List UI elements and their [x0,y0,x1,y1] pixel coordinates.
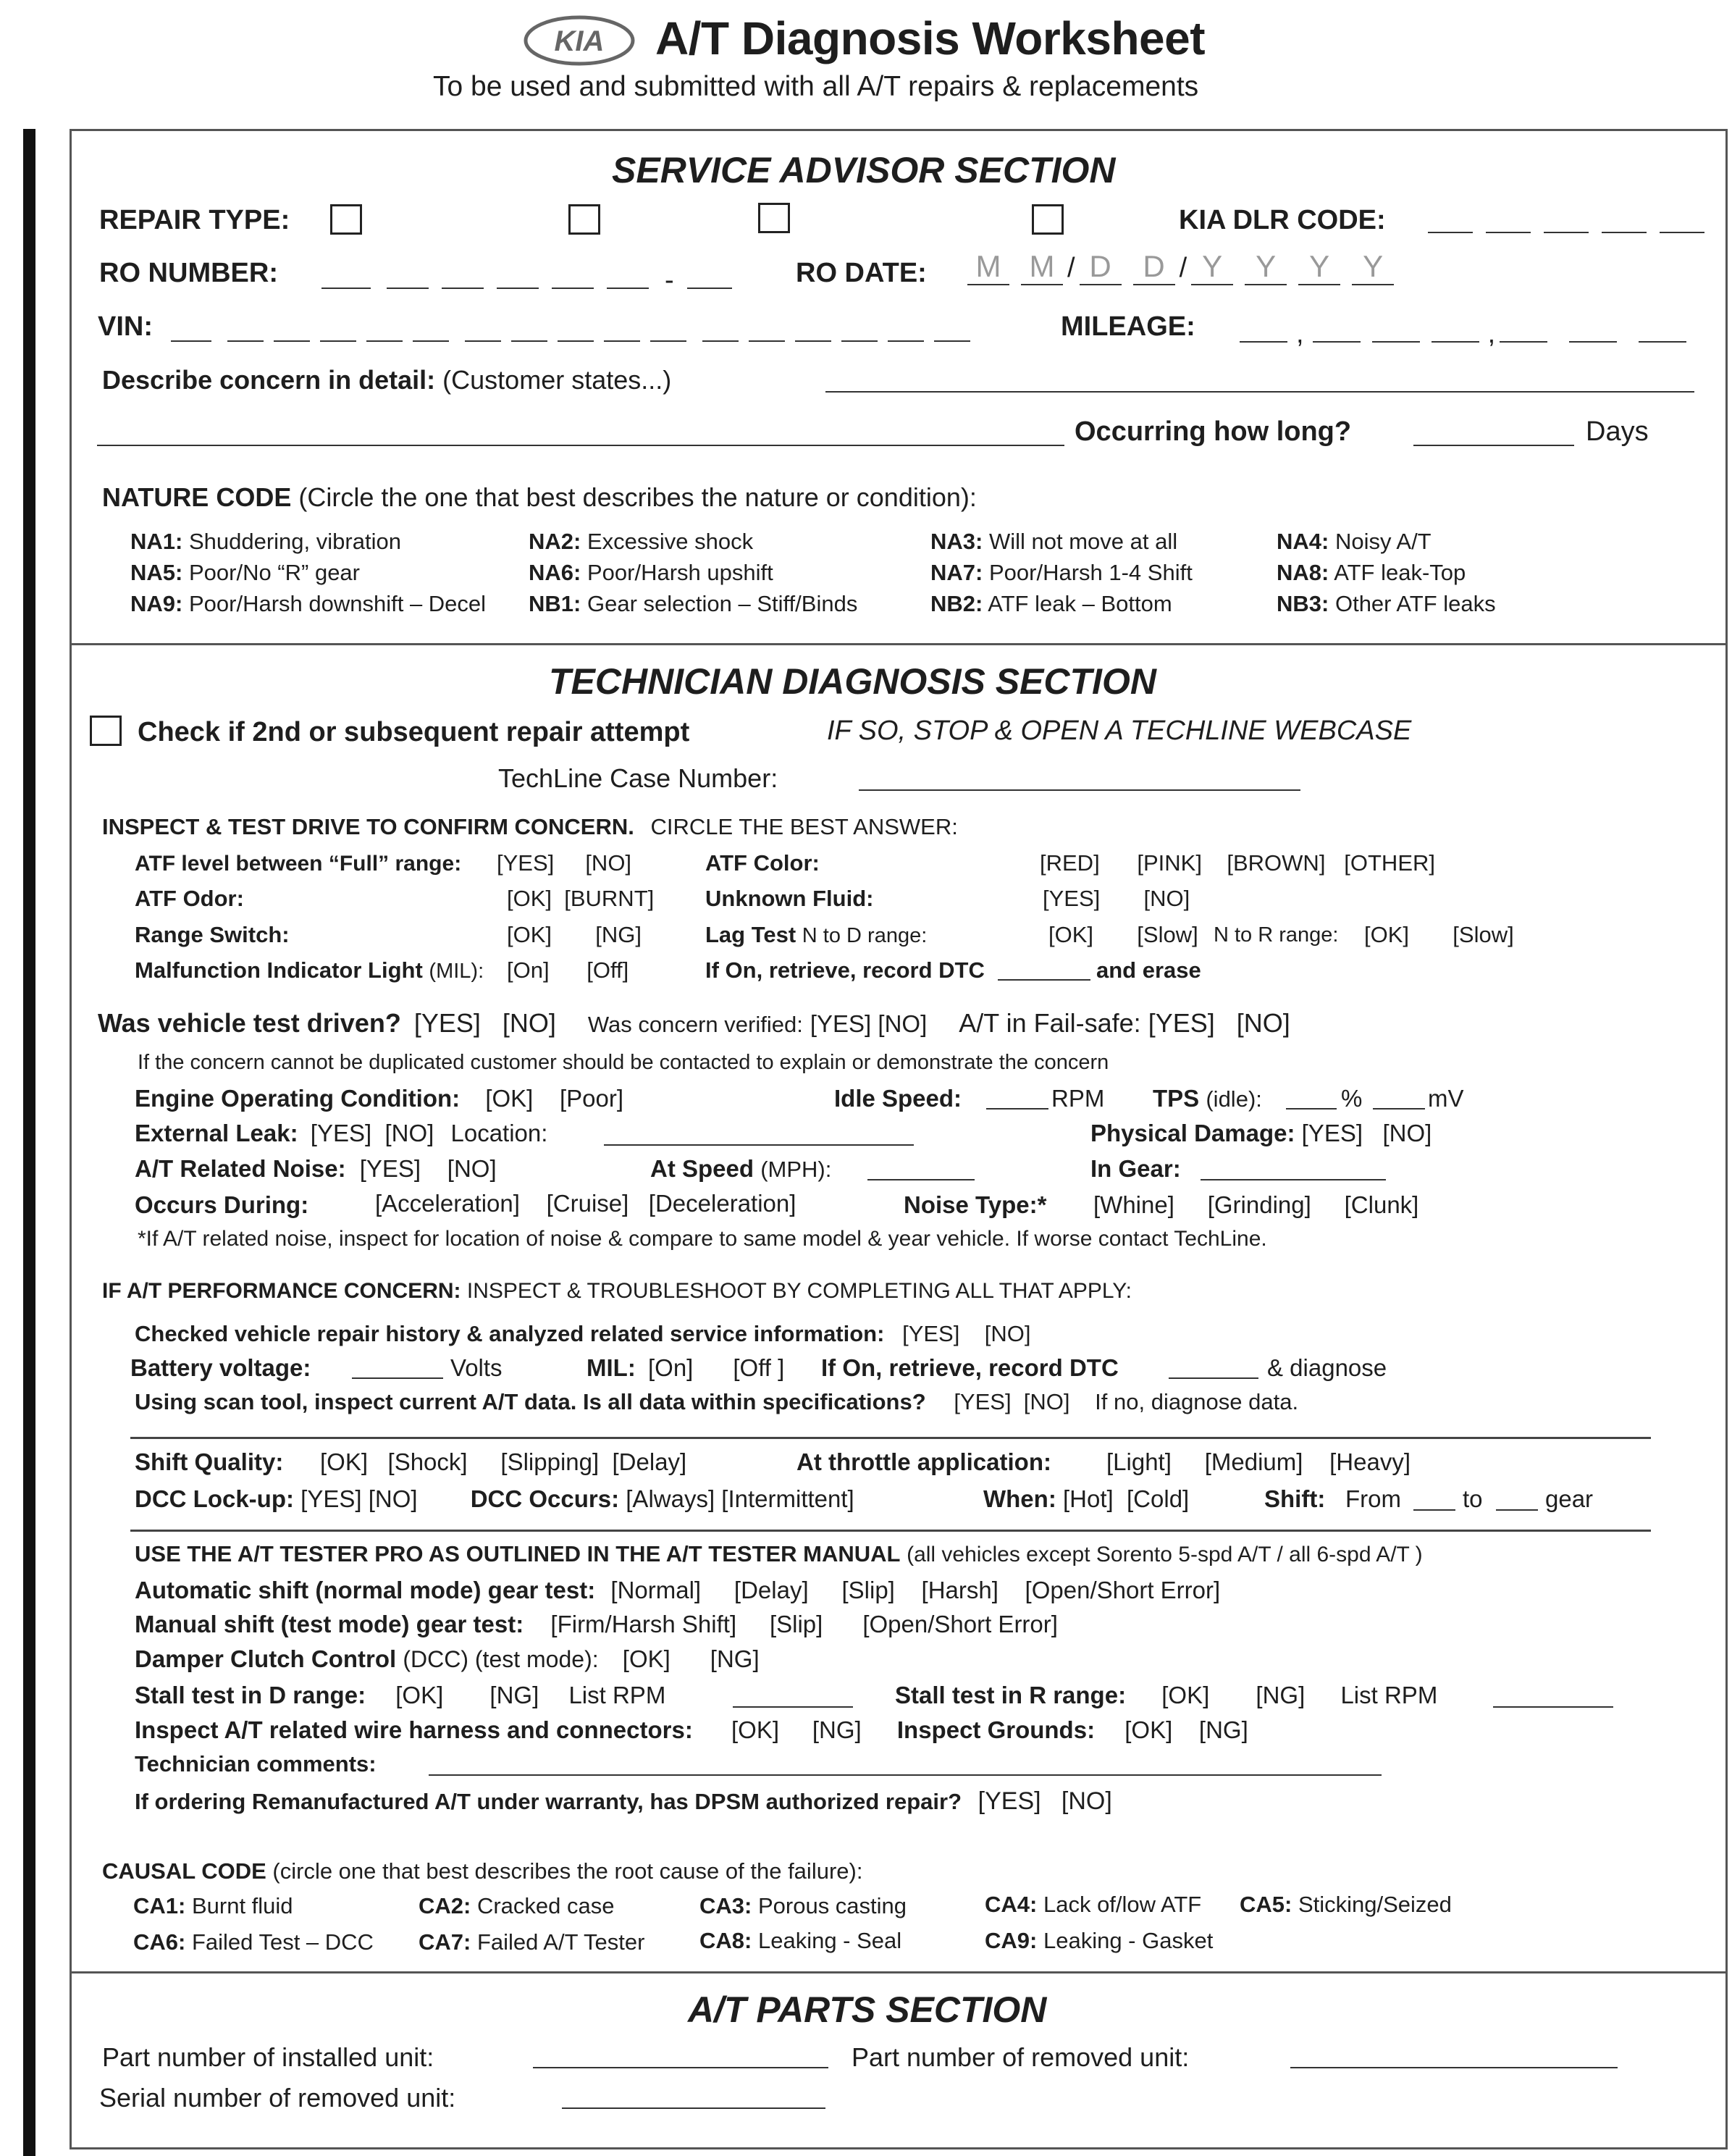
noise-note: *If A/T related noise, inspect for location of noise & compare to same model & year vehicle. If worse contact TechLine. [138,1227,1267,1251]
at-speed-label: At Speed [650,1155,754,1182]
ro-date-field[interactable] [967,249,1394,285]
manual-shift-options[interactable]: [Firm/Harsh Shift] [Slip] [Open/Short Error] [550,1611,1058,1637]
repair-type-checkbox-4[interactable] [1032,204,1064,235]
stall-r-row [895,1682,1437,1709]
stall-d-rpm-field[interactable] [733,1685,853,1711]
reman-options[interactable]: [YES] [NO] [978,1787,1112,1815]
manual-shift-label: Manual shift (test mode) gear test: [135,1611,524,1637]
tps-row [1153,1085,1262,1112]
repair-type-checkbox-1[interactable] [330,204,362,235]
repeat-repair-note: IF SO, STOP & OPEN A TECHLINE WEBCASE [827,716,1412,746]
ro-date-label: RO DATE: [796,258,927,288]
history-label: Checked vehicle repair history & analyzed related service information: [135,1321,885,1346]
causal-code-ca4[interactable]: CA4: Lack of/low ATF [985,1892,1202,1917]
scan-options[interactable]: [YES] [NO] [954,1389,1070,1414]
noise-type-options[interactable]: [Whine] [Grinding] [Clunk] [1093,1191,1419,1218]
dtc-field[interactable] [998,957,1090,984]
describe-concern-line-2[interactable] [97,423,1064,450]
harness-options[interactable]: [OK] [NG] [731,1716,862,1743]
nature-code-hint: (Circle the one that best describes the nature or condition): [298,482,977,512]
comments-field[interactable] [429,1753,1382,1779]
tester-hint: (all vehicles except Sorento 5-spd A/T / all 6-spd A/T ) [907,1543,1423,1566]
date-ph-d2: D [1133,249,1175,285]
reman-row [135,1787,1112,1816]
date-ph-y1: Y [1191,249,1233,285]
idle-speed-label: Idle Speed: [834,1085,962,1112]
atf-color-label: ATF Color: [705,850,820,876]
nature-code-na5[interactable]: NA5: Poor/No “R” gear [130,560,360,585]
dcc-occurs-label: DCC Occurs: [470,1485,620,1512]
stall-d-rpm-label: List RPM [568,1682,666,1708]
comments-label: Technician comments: [135,1751,377,1777]
dtc2-label: If On, retrieve, record DTC [821,1354,1119,1381]
atf-color-options[interactable]: [RED] [PINK] [BROWN] [OTHER] [1040,850,1435,876]
physical-damage-options[interactable]: [YES] [NO] [1301,1120,1432,1146]
verified-options[interactable]: [YES] [NO] [810,1010,928,1037]
tester-heading-row [135,1541,1423,1567]
mil-abbr: (MIL): [429,960,484,983]
nature-code-label: NATURE CODE [102,482,292,512]
causal-code-label: CAUSAL CODE [102,1858,266,1884]
dcc-row [135,1485,854,1513]
occurs-during-options[interactable]: [Acceleration] [Cruise] [Deceleration] [375,1190,796,1217]
dtc2-suffix: & diagnose [1267,1354,1387,1381]
performance-heading-row [102,1279,1132,1304]
mil-row [135,957,484,983]
kia-logo [523,14,636,67]
lag-test-nr-options[interactable]: [OK] [Slow] [1364,922,1514,947]
manual-shift-row [135,1611,1058,1638]
mil-options[interactable]: [On] [Off] [507,957,629,983]
mil2-row [587,1354,784,1382]
idle-speed-field[interactable] [986,1086,1048,1113]
scan-row [135,1389,1298,1415]
noise-row [135,1155,497,1183]
auto-shift-options[interactable]: [Normal] [Delay] [Slip] [Harsh] [Open/Short Error] [610,1577,1221,1603]
tps-mv-unit: mV [1428,1085,1464,1112]
date-ph-d1: D [1080,249,1122,285]
shift-to-label: to [1463,1485,1483,1512]
lag-test-label: Lag Test [705,922,796,947]
grounds-label: Inspect Grounds: [896,1716,1096,1743]
describe-concern-label: Describe concern in detail: [102,365,436,395]
causal-code-ca2[interactable]: CA2: Cracked case [419,1893,615,1918]
date-ph-y4: Y [1352,249,1394,285]
when-row [983,1485,1189,1513]
installed-part-label: Part number of installed unit: [102,2042,434,2072]
atf-odor-label: ATF Odor: [135,886,244,911]
causal-code-ca7[interactable]: CA7: Failed A/T Tester [419,1929,645,1955]
serial-number-field[interactable] [562,2086,825,2113]
mil-label: Malfunction Indicator Light [135,957,423,983]
technician-section-title: TECHNICIAN DIAGNOSIS SECTION [549,661,1156,702]
nature-code-na8[interactable]: NA8: ATF leak-Top [1277,560,1466,585]
physical-damage-label: Physical Damage: [1090,1120,1295,1146]
date-sep-2: / [1179,253,1187,283]
causal-code-hint: (circle one that best describes the root cause of the failure): [272,1858,863,1884]
date-ph-m1: M [967,249,1009,285]
divider-technician [70,643,1728,645]
describe-concern-hint: (Customer states...) [442,365,672,395]
harness-label: Inspect A/T related wire harness and connectors: [135,1716,693,1743]
atf-level-options[interactable]: [YES] [NO] [497,850,632,876]
inspect-heading: INSPECT & TEST DRIVE TO CONFIRM CONCERN. [102,814,634,839]
battery-voltage-field[interactable] [352,1356,443,1383]
stall-r-rpm-label: List RPM [1340,1682,1438,1708]
unknown-fluid-label: Unknown Fluid: [705,886,874,911]
stall-d-row [135,1682,665,1709]
shift-quality-options[interactable]: [OK] [Shock] [Slipping] [Delay] [320,1448,687,1475]
mileage-field[interactable]: , , [1240,319,1686,350]
atf-level-label: ATF level between “Full” range: [135,852,462,876]
ro-number-field[interactable]: - [321,265,732,296]
dtc-label: If On, retrieve, record DTC [705,957,985,983]
inspect-hint: CIRCLE THE BEST ANSWER: [650,814,958,839]
divider-shift-quality [130,1437,1651,1439]
describe-concern-line-1[interactable] [825,369,1694,396]
nature-code-row [102,482,977,513]
engine-options[interactable]: [OK] [Poor] [485,1085,624,1112]
unknown-fluid-options[interactable]: [YES] [NO] [1043,886,1190,911]
stall-r-label: Stall test in R range: [895,1682,1127,1708]
page-title: A/T Diagnosis Worksheet [655,12,1206,64]
causal-code-ca5[interactable]: CA5: Sticking/Seized [1240,1892,1452,1917]
stall-d-options[interactable]: [OK] [NG] [395,1682,539,1708]
battery-voltage-unit: Volts [450,1354,503,1381]
location-field[interactable] [604,1123,914,1149]
lag-test-row [705,922,927,948]
when-label: When: [983,1485,1056,1512]
nature-code-nb2[interactable]: NB2: ATF leak – Bottom [930,591,1172,616]
kia-logo-text: KIA [554,25,605,57]
tester-heading: USE THE A/T TESTER PRO AS OUTLINED IN THE A/T TESTER MANUAL [135,1541,901,1566]
at-speed-hint: (MPH): [760,1157,832,1182]
days-label: Days [1586,416,1649,447]
repair-type-checkbox-2[interactable] [568,204,600,235]
engine-label: Engine Operating Condition: [135,1085,461,1112]
engine-row [135,1085,623,1112]
parts-section-title: A/T PARTS SECTION [688,1989,1047,2030]
external-leak-label: External Leak: [135,1120,298,1146]
techline-case-label: TechLine Case Number: [498,763,778,793]
test-driven-options[interactable]: [YES] [NO] [413,1008,556,1038]
nature-code-na6[interactable]: NA6: Poor/Harsh upshift [529,560,773,585]
nature-code-na1[interactable]: NA1: Shuddering, vibration [130,529,401,554]
causal-code-ca6[interactable]: CA6: Failed Test – DCC [133,1929,374,1955]
battery-voltage-label: Battery voltage: [130,1354,311,1381]
mil2-options[interactable]: [On] [Off ] [647,1354,785,1381]
performance-heading: IF A/T PERFORMANCE CONCERN: [102,1279,461,1303]
at-speed-field[interactable] [867,1157,975,1184]
serial-number-label: Serial number of removed unit: [99,2083,456,2113]
scan-note: If no, diagnose data. [1095,1389,1299,1414]
external-leak-options[interactable]: [YES] [NO] [310,1120,434,1146]
vin-label: VIN: [98,311,153,342]
mileage-label: MILEAGE: [1061,311,1195,342]
tps-pct-unit: % [1341,1085,1363,1112]
at-speed-row [650,1155,831,1183]
lag-test-nd-label: N to D range: [802,924,928,947]
occurs-during-label: Occurs During: [135,1191,309,1218]
shift-to-field[interactable] [1496,1488,1538,1514]
shift-gear-label: gear [1545,1485,1594,1512]
causal-code-row [102,1858,862,1884]
physical-damage-row [1090,1120,1432,1147]
nature-code-nb3[interactable]: NB3: Other ATF leaks [1277,591,1496,616]
stall-d-label: Stall test in D range: [135,1682,366,1708]
test-driven-label: Was vehicle test driven? [98,1008,401,1038]
auto-shift-row [135,1577,1220,1604]
left-margin-bar [23,129,35,2156]
nature-code-na7[interactable]: NA7: Poor/Harsh 1-4 Shift [930,560,1193,585]
divider-parts [70,1971,1728,1973]
date-ph-y2: Y [1245,249,1287,285]
nature-code-na4[interactable]: NA4: Noisy A/T [1277,529,1432,554]
history-options[interactable]: [YES] [NO] [902,1321,1031,1346]
test-driven-row [98,1008,1290,1039]
describe-concern-row [102,365,671,395]
dealer-code-field[interactable] [1428,210,1704,237]
installed-part-field[interactable] [533,2045,828,2072]
nature-code-na2[interactable]: NA2: Excessive shock [529,529,754,554]
occurring-label: Occurring how long? [1075,416,1352,447]
grounds-options[interactable]: [OK] [NG] [1124,1716,1248,1743]
stall-r-rpm-field[interactable] [1493,1685,1613,1711]
throttle-label: At throttle application: [796,1448,1051,1475]
causal-code-ca3[interactable]: CA3: Porous casting [699,1893,907,1918]
dtc2-field[interactable] [1169,1356,1258,1383]
harness-row [135,1716,1248,1744]
throttle-options[interactable]: [Light] [Medium] [Heavy] [1106,1448,1411,1475]
causal-code-ca9[interactable]: CA9: Leaking - Gasket [985,1928,1214,1953]
range-switch-options[interactable]: [OK] [NG] [507,922,642,947]
nature-code-na3[interactable]: NA3: Will not move at all [930,529,1178,554]
noise-options[interactable]: [YES] [NO] [359,1155,497,1182]
repair-type-checkbox-3[interactable] [758,203,790,233]
damper-options[interactable]: [OK] [NG] [622,1645,760,1672]
stall-r-options[interactable]: [OK] [NG] [1161,1682,1306,1708]
duplicate-note: If the concern cannot be duplicated customer should be contacted to explain or demonstrate the concern [138,1051,1109,1074]
tps-hint: (idle): [1206,1086,1262,1112]
date-sep-1: / [1067,253,1075,283]
damper-row [135,1645,760,1673]
dtc-suffix: and erase [1096,957,1201,983]
date-ph-m2: M [1021,249,1063,285]
lag-test-nd-options[interactable]: [OK] [Slow] [1048,922,1198,947]
history-row [135,1321,1031,1347]
vin-field[interactable] [171,319,970,345]
failsafe-options[interactable]: [YES] [NO] [1148,1008,1290,1038]
causal-code-ca1[interactable]: CA1: Burnt fluid [133,1893,293,1918]
location-label: Location: [450,1120,548,1146]
divider-tester [130,1530,1651,1532]
scan-label: Using scan tool, inspect current A/T data. Is all data within specifications? [135,1389,926,1414]
auto-shift-label: Automatic shift (normal mode) gear test: [135,1577,596,1603]
tps-mv-field[interactable] [1373,1086,1425,1113]
shift-from-label: From [1345,1485,1401,1512]
causal-code-ca8[interactable]: CA8: Leaking - Seal [699,1928,902,1953]
performance-hint: INSPECT & TROUBLESHOOT BY COMPLETING ALL THAT APPLY: [466,1279,1132,1303]
date-ph-y3: Y [1298,249,1340,285]
shift-quality-label: Shift Quality: [135,1448,284,1475]
inspect-heading-row [102,814,958,840]
atf-odor-options[interactable]: [OK] [BURNT] [507,886,655,911]
damper-label: Damper Clutch Control [135,1645,397,1672]
noise-type-label: Noise Type:* [904,1191,1047,1218]
repair-type-label: REPAIR TYPE: [99,205,290,235]
dcc-occurs-options[interactable]: [Always] [Intermittent] [626,1485,854,1512]
lag-test-nr-label: N to R range: [1214,923,1339,947]
in-gear-label: In Gear: [1090,1155,1181,1182]
dcc-lockup-label: DCC Lock-up: [135,1485,294,1512]
range-switch-label: Range Switch: [135,922,290,947]
damper-hint: (DCC) (test mode): [403,1646,599,1672]
when-options[interactable]: [Hot] [Cold] [1062,1485,1190,1512]
removed-part-field[interactable] [1290,2045,1618,2072]
shift-from-field[interactable] [1413,1488,1455,1514]
page-subtitle: To be used and submitted with all A/T repairs & replacements [433,71,1199,102]
dealer-code-label: KIA DLR CODE: [1179,205,1386,235]
repeat-repair-checkbox[interactable] [90,716,122,746]
failsafe-label: A/T in Fail-safe: [959,1008,1141,1038]
verified-label: Was concern verified: [587,1012,803,1037]
ro-number-label: RO NUMBER: [99,258,278,288]
repeat-repair-label: Check if 2nd or subsequent repair attempt [138,717,690,747]
idle-speed-unit: RPM [1051,1085,1105,1112]
tps-pct-field[interactable] [1286,1086,1337,1113]
occurring-field[interactable] [1413,423,1574,450]
mil2-label: MIL: [587,1354,636,1381]
nature-code-na9[interactable]: NA9: Poor/Harsh downshift – Decel [130,591,487,616]
nature-code-nb1[interactable]: NB1: Gear selection – Stiff/Binds [529,591,858,616]
reman-label: If ordering Remanufactured A/T under warranty, has DPSM authorized repair? [135,1789,962,1814]
in-gear-field[interactable] [1201,1157,1386,1184]
noise-label: A/T Related Noise: [135,1155,346,1182]
external-leak-row [135,1120,547,1147]
removed-part-label: Part number of removed unit: [852,2042,1190,2072]
service-advisor-title: SERVICE ADVISOR SECTION [612,150,1116,190]
tps-label: TPS [1153,1085,1200,1112]
techline-case-field[interactable] [859,768,1300,794]
shift-label: Shift: [1264,1485,1326,1512]
dcc-lockup-options[interactable]: [YES] [NO] [300,1485,418,1512]
